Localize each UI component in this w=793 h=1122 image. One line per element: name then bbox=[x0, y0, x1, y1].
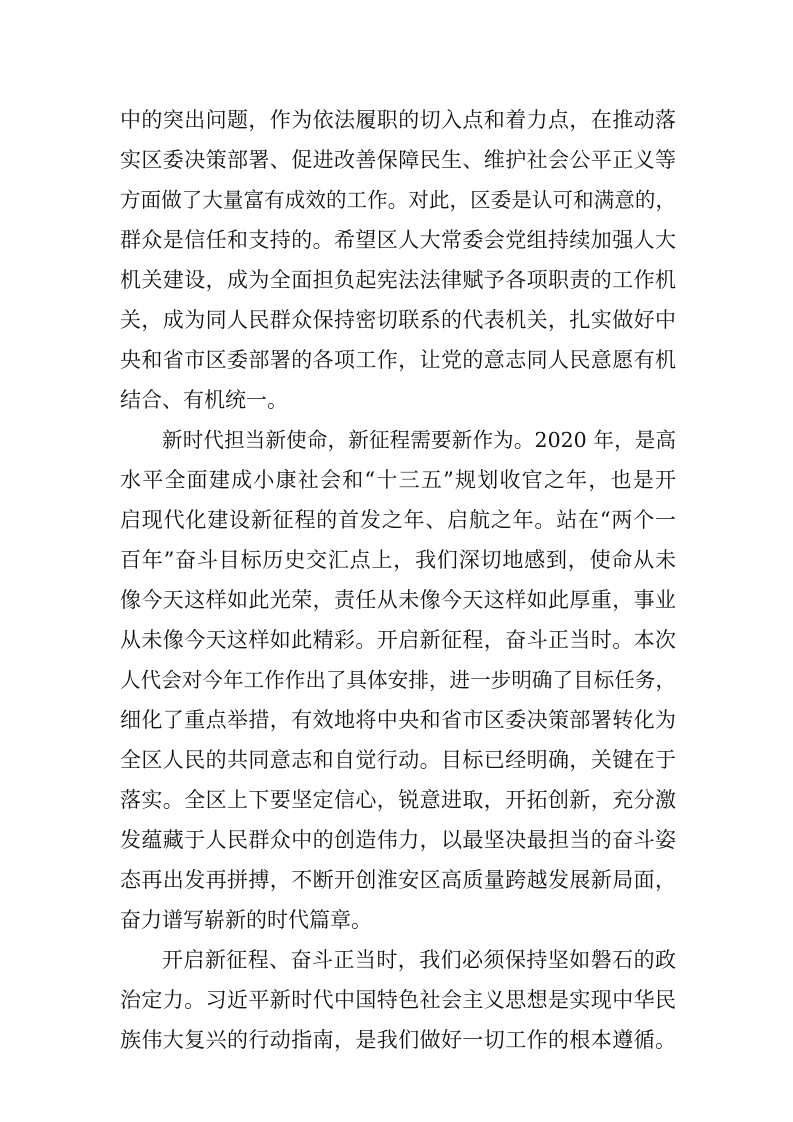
text-line: 实区委决策部署、促进改善保障民生、维护社会公平正义等 bbox=[120, 148, 676, 172]
text-line: 启现代化建设新征程的首发之年、启航之年。站在“两个一 bbox=[120, 508, 676, 532]
text-line: 群众是信任和支持的。希望区人大常委会党组持续加强人大 bbox=[120, 228, 676, 252]
text-line: 细化了重点举措，有效地将中央和省市区委决策部署转化为 bbox=[120, 708, 676, 732]
text-line: 全区人民的共同意志和自觉行动。目标已经明确，关键在于 bbox=[120, 748, 676, 772]
text-line: 关，成为同人民群众保持密切联系的代表机关，扎实做好中 bbox=[120, 308, 676, 332]
text-line: 从未像今天这样如此精彩。开启新征程，奋斗正当时。本次 bbox=[120, 628, 676, 652]
text-line: 态再出发再拼搏，不断开创淮安区高质量跨越发展新局面， bbox=[120, 868, 676, 892]
text-line: 人代会对今年工作作出了具体安排，进一步明确了目标任务， bbox=[120, 668, 676, 692]
paragraph-2 bbox=[120, 420, 676, 940]
text-line: 机关建设，成为全面担负起宪法法律赋予各项职责的工作机 bbox=[120, 268, 676, 292]
text-line: 发蕴藏于人民群众中的创造伟力，以最坚决最担当的奋斗姿 bbox=[120, 828, 676, 852]
text-line: 方面做了大量富有成效的工作。对此，区委是认可和满意的， bbox=[120, 188, 676, 212]
text-line: 水平全面建成小康社会和“十三五”规划收官之年，也是开 bbox=[120, 468, 676, 492]
body-text bbox=[120, 100, 676, 1060]
text-line: 奋力谱写崭新的时代篇章。 bbox=[120, 908, 372, 932]
text-line: 百年”奋斗目标历史交汇点上，我们深切地感到，使命从未 bbox=[120, 548, 676, 572]
paragraph-3 bbox=[120, 940, 676, 1060]
text-line: 像今天这样如此光荣，责任从未像今天这样如此厚重，事业 bbox=[120, 588, 676, 612]
text-line: 中的突出问题，作为依法履职的切入点和着力点，在推动落 bbox=[120, 108, 676, 132]
text-line: 落实。全区上下要坚定信心，锐意进取，开拓创新，充分激 bbox=[120, 788, 676, 812]
text-line: 族伟大复兴的行动指南，是我们做好一切工作的根本遵循。 bbox=[120, 1028, 676, 1052]
text-line: 结合、有机统一。 bbox=[120, 388, 288, 412]
text-line: 治定力。习近平新时代中国特色社会主义思想是实现中华民 bbox=[120, 988, 676, 1012]
paragraph-1 bbox=[120, 100, 676, 420]
text-line: 新时代担当新使命，新征程需要新作为。2020 年，是高 bbox=[162, 428, 676, 452]
text-line: 央和省市区委部署的各项工作，让党的意志同人民意愿有机 bbox=[120, 348, 676, 372]
text-line: 开启新征程、奋斗正当时，我们必须保持坚如磐石的政 bbox=[162, 948, 676, 972]
